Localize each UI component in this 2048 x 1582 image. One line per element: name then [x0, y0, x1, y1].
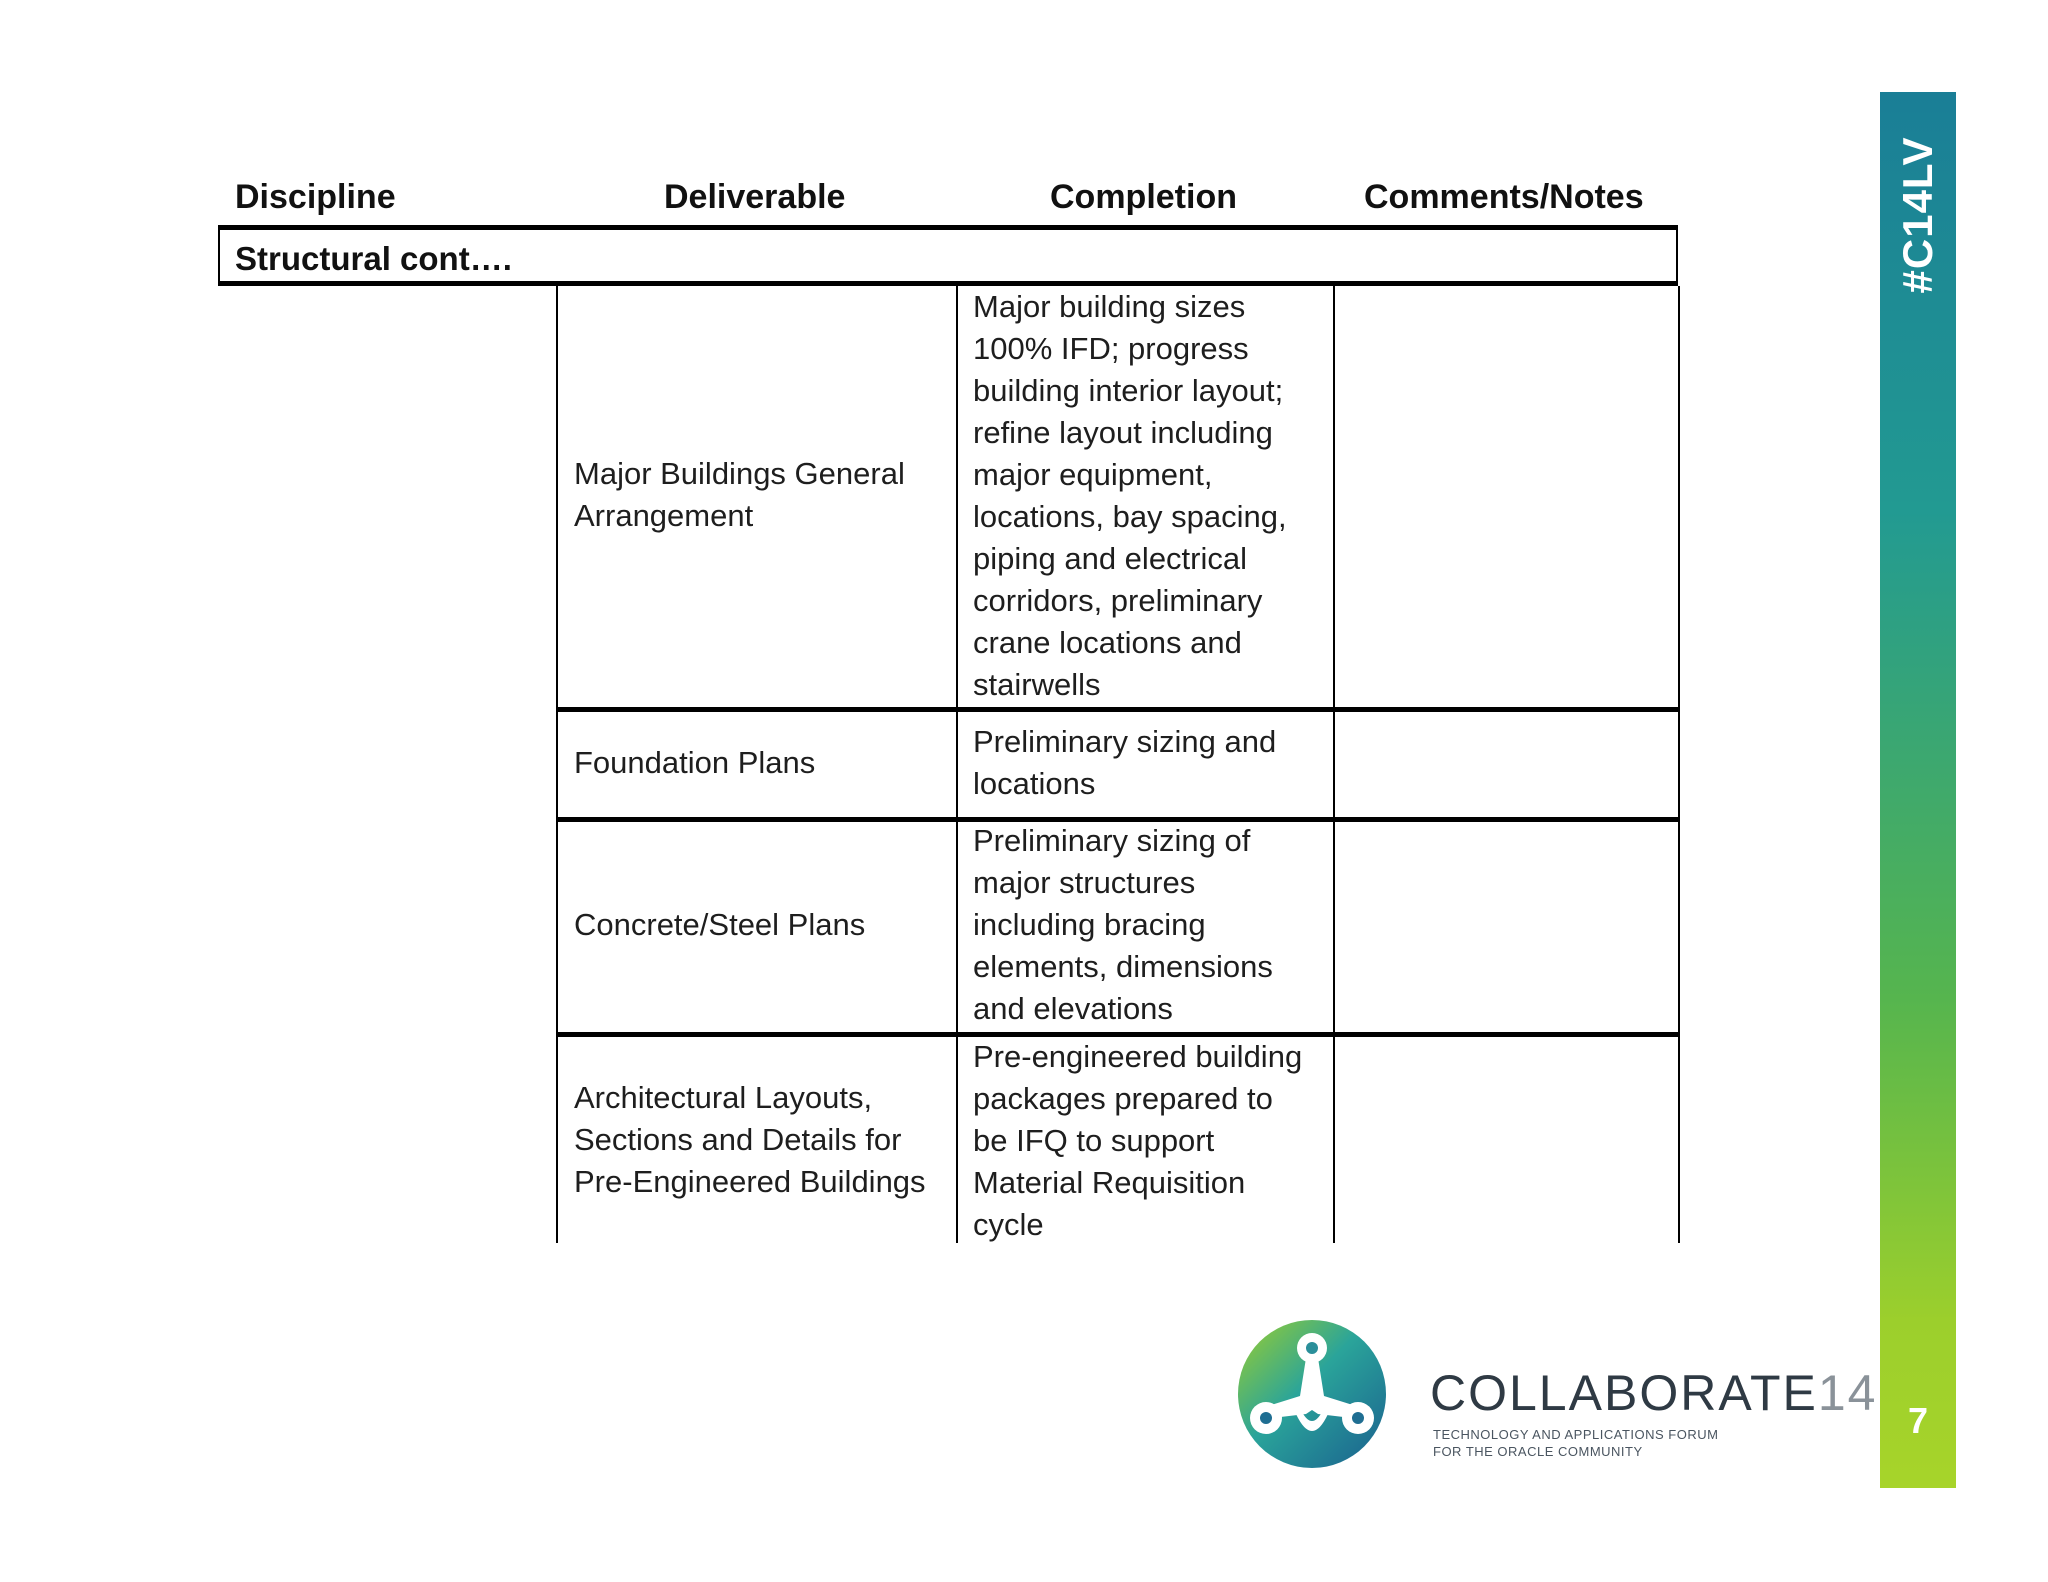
- section-label: Structural cont….: [235, 240, 512, 277]
- cell-line: Major building sizes: [973, 289, 1246, 324]
- header-discipline: Discipline: [235, 178, 396, 216]
- page-number: 7: [1907, 1400, 1929, 1441]
- brand-sidebar: [1880, 92, 1956, 1488]
- cell-line: and elevations: [973, 991, 1173, 1026]
- collaborate-trefoil-logo-icon: [1236, 1318, 1388, 1470]
- header-completion: Completion: [1050, 178, 1237, 216]
- column-divider: [956, 286, 958, 1243]
- table-row-2-deliverable: [574, 742, 944, 784]
- cell-line: major equipment,: [973, 457, 1213, 492]
- table-row-1-deliverable: [574, 453, 944, 537]
- logo-wordmark: [1430, 1364, 1877, 1422]
- cell-line: cycle: [973, 1207, 1044, 1242]
- header-deliverable: Deliverable: [664, 178, 846, 216]
- logo-name: COLLABORATE: [1430, 1365, 1818, 1421]
- cell-line: corridors, preliminary: [973, 583, 1263, 618]
- column-divider: [1678, 286, 1680, 1243]
- table-row-4-deliverable: [574, 1077, 944, 1203]
- cell-line: locations, bay spacing,: [973, 499, 1287, 534]
- cell-line: major structures: [973, 865, 1196, 900]
- table-row-1-completion: [973, 286, 1328, 706]
- cell-line: stairwells: [973, 667, 1101, 702]
- column-divider: [1333, 286, 1335, 1243]
- cell-line: elements, dimensions: [973, 949, 1273, 984]
- cell-line: Concrete/Steel Plans: [574, 907, 866, 942]
- hashtag-label: #C14LV: [1894, 136, 1941, 294]
- tagline-line: TECHNOLOGY AND APPLICATIONS FORUM: [1433, 1427, 1719, 1442]
- cell-line: Foundation Plans: [574, 745, 816, 780]
- column-divider: [556, 286, 558, 1243]
- logo-tagline: [1433, 1426, 1718, 1460]
- header-comments-notes: Comments/Notes: [1364, 178, 1644, 216]
- cell-line: Preliminary sizing and: [973, 724, 1277, 759]
- cell-line: Arrangement: [574, 498, 754, 533]
- cell-line: Pre-Engineered Buildings: [574, 1164, 926, 1199]
- cell-line: crane locations and: [973, 625, 1242, 660]
- table-row-4-completion: [973, 1036, 1328, 1246]
- table-row-2-completion: [973, 721, 1328, 805]
- table-row-3-deliverable: [574, 904, 944, 946]
- cell-line: be IFQ to support: [973, 1123, 1215, 1158]
- cell-line: piping and electrical: [973, 541, 1248, 576]
- cell-line: locations: [973, 766, 1096, 801]
- cell-line: building interior layout;: [973, 373, 1284, 408]
- cell-line: Architectural Layouts,: [574, 1080, 873, 1115]
- tagline-line: FOR THE ORACLE COMMUNITY: [1433, 1444, 1643, 1459]
- cell-line: Material Requisition: [973, 1165, 1246, 1200]
- section-row-structural: [218, 225, 1678, 286]
- cell-line: 100% IFD; progress: [973, 331, 1249, 366]
- cell-line: refine layout including: [973, 415, 1273, 450]
- logo-number: 14: [1817, 1365, 1878, 1421]
- cell-line: Pre-engineered building: [973, 1039, 1303, 1074]
- row-divider: [556, 707, 1680, 712]
- cell-line: Sections and Details for: [574, 1122, 902, 1157]
- cell-line: Preliminary sizing of: [973, 823, 1251, 858]
- cell-line: packages prepared to: [973, 1081, 1273, 1116]
- cell-line: including bracing: [973, 907, 1206, 942]
- table-row-3-completion: [973, 820, 1328, 1030]
- cell-line: Major Buildings General: [574, 456, 905, 491]
